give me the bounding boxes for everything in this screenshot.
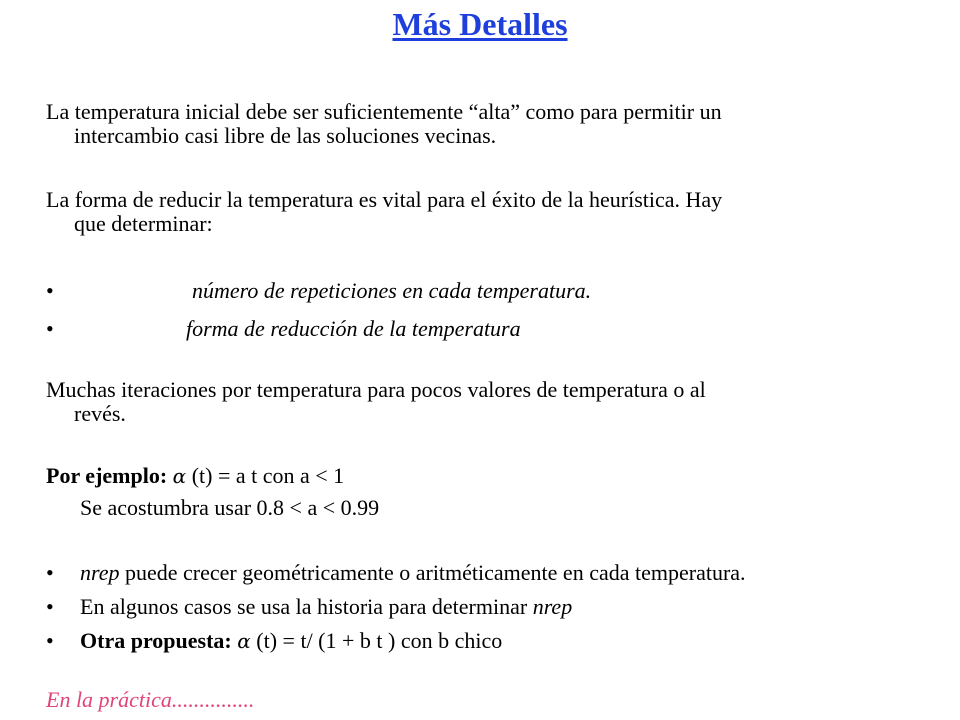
nrep-term: nrep xyxy=(80,560,120,585)
paragraph-temperature-reduction xyxy=(46,188,926,236)
example-label: Por ejemplo: xyxy=(46,463,168,488)
example-note-text: Se acostumbra usar 0.8 < a < 0.99 xyxy=(80,495,380,520)
paragraph-initial-temperature xyxy=(46,100,926,148)
slide-title-text[interactable]: Más Detalles xyxy=(392,6,568,42)
paragraph-line: revés. xyxy=(74,401,126,426)
alpha-symbol: α xyxy=(172,464,187,488)
bullet-text xyxy=(80,628,502,654)
footer-link[interactable]: En la práctica............... xyxy=(46,687,255,712)
bullet-text-main: En algunos casos se usa la historia para determinar xyxy=(80,594,533,619)
bullet-text xyxy=(80,560,746,586)
proposal-formula: (t) = t/ (1 + b t ) con b chico xyxy=(250,628,503,653)
sub-bullet-text: forma de reducción de la temperatura xyxy=(186,316,521,341)
paragraph-iterations xyxy=(46,378,926,426)
proposal-label: Otra propuesta: xyxy=(80,628,232,653)
paragraph-line: que determinar: xyxy=(74,211,213,236)
bullet-marker: • xyxy=(46,316,54,341)
bullet-marker: • xyxy=(46,628,54,653)
alpha-symbol: α xyxy=(237,629,251,653)
example-formula xyxy=(46,464,926,488)
bullet-text xyxy=(80,594,572,620)
sub-bullet-text: número de repeticiones en cada temperatura. xyxy=(192,278,592,303)
paragraph-line: La temperatura inicial debe ser suficientemente “alta” como para permitir un xyxy=(46,99,722,124)
paragraph-line: La forma de reducir la temperatura es vital para el éxito de la heurística. Hay xyxy=(46,187,723,212)
bullet-marker: • xyxy=(46,560,54,585)
bullet-marker: • xyxy=(46,278,54,303)
paragraph-line: intercambio casi libre de las soluciones vecinas. xyxy=(74,123,497,148)
example-formula-text: (t) = a t con a < 1 xyxy=(186,463,345,488)
slide-title xyxy=(0,6,960,43)
bullet-marker: • xyxy=(46,594,54,619)
example-note xyxy=(80,496,960,520)
bullet-text-rest: puede crecer geométricamente o aritméticamente en cada temperatura. xyxy=(119,560,746,585)
nrep-term: nrep xyxy=(532,594,573,619)
paragraph-line: Muchas iteraciones por temperatura para pocos valores de temperatura o al xyxy=(46,377,706,402)
footer-link-row xyxy=(46,688,926,712)
